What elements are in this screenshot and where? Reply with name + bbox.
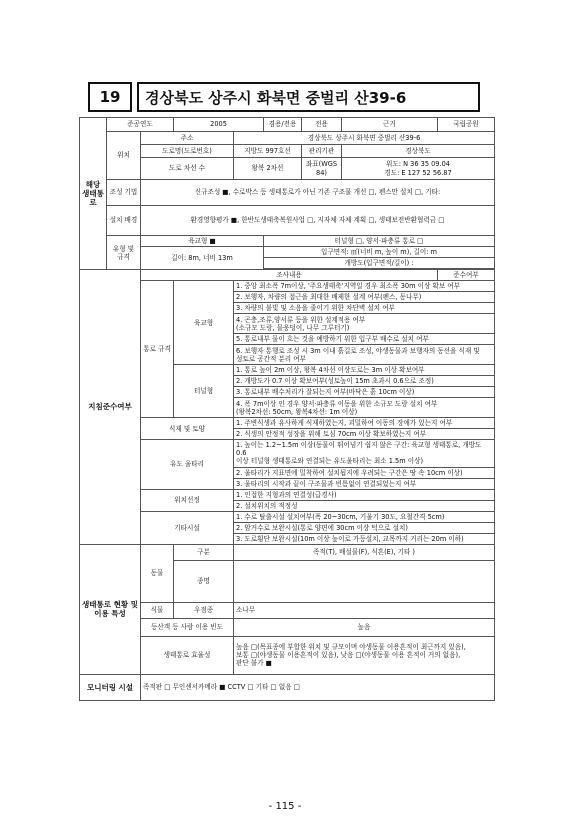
overpass-group-label: 육교형: [174, 281, 234, 365]
position-label: 위치선정: [141, 489, 234, 511]
efficiency-label: 생태통로 효율성: [141, 636, 234, 674]
compliance-row: 1. 수로 탈출시설 설치여부(폭 20~30cm, 기울기 30도, 요철간격 5cm): [234, 511, 495, 522]
compliance-row: 1. 통로 높이 2m 이상, 왕복 4차선 이상도로는 3m 이상 확보여부: [234, 365, 495, 376]
compliance-row: 3. 통로내부 배수처리가 잘되는지 여부(바닥은 흙 10cm 이상): [234, 387, 495, 398]
location-label: 위치: [107, 132, 141, 180]
method-label: 조성 기법: [107, 180, 141, 206]
compliance-row: 3. 차량의 불빛 및 소음을 줄이기 위한 차단벽 설치 여부: [234, 303, 495, 314]
reason-label: 설치 배경: [107, 206, 141, 236]
road-label: 도로명(도로번호): [141, 145, 234, 158]
overpass-label: 육교형 ■: [141, 236, 264, 247]
efficiency-line: 판단 불가 ■: [236, 659, 272, 668]
compliance-row: 3. 도로횡단 보완시설(10m 이상 높이로 가등설치, 교목까지 거리는 20m 이하): [234, 533, 495, 544]
compliance-row: 4. 폭 7m이상 인 경우 양서·파충류 이동을 위한 소규모 도랑 설치 여부 (왕복2차선: 50cm, 왕복4차선: 1m 이상): [234, 398, 495, 418]
coord-label: 좌표(WGS 84): [302, 158, 342, 180]
monitoring-label: 모니터링 시설: [80, 674, 141, 700]
lanes-label: 도로 차선 수: [141, 158, 234, 180]
manager: 경상북도: [342, 145, 495, 158]
address-label: 주소: [141, 132, 234, 145]
road: 지방도 997호선: [234, 145, 302, 158]
compliance-row: 2. 식생의 안정적 성장을 위해 토심 70cm 이상 확보하였는지 여부: [234, 429, 495, 440]
vicinity: 국립공원: [438, 118, 495, 132]
eco-corridor-table: [79, 117, 495, 701]
compliance-row: 6. 보행자 통행로 조성 시 3m 이내 흙길로 조성, 야생동물과 보행자의 동선을 식재 및 성토로 공간적 분리 여부: [234, 345, 495, 365]
compliance-row: 4. 곤충,조류,양서류 등을 위한 설계적용 여부 (소규모 도랑, 물웅덩이, 나무 그루터기): [234, 314, 495, 334]
planting-label: 식재 및 토양: [141, 418, 234, 440]
compliance-row: 2. 울타리가 지표면에 밀착하여 설치됩지에 우려되는 구간은 땅 속 10cm 이상): [234, 467, 495, 478]
common-label: 통로 규격: [141, 281, 174, 418]
compliance-header-status: 준수여부: [438, 270, 495, 281]
plant-label: 식물: [141, 602, 174, 618]
human-use-value: 높음: [234, 618, 495, 636]
compliance-row: 1. 높이는 1.2~1.5m 이상(동물이 뛰어넘기 쉽지 않은 구간: 육교형 생태통로, 개방도 0.6 이상 터널형 생태통로와 연결되는 유도울타리는 최소 1.5m 이상): [234, 440, 495, 467]
animal-col-text: 족적(T), 배설물(F), 식흔(E), 기타 ): [234, 544, 495, 560]
address: 경상북도 상주시 화북면 중벌리 산39-6: [234, 132, 495, 145]
latitude: 위도: N 36 35 09.04: [386, 160, 450, 169]
animal-label: 동물: [141, 544, 174, 602]
page-number: - 115 -: [268, 801, 302, 812]
type-label: 유형 및 규격: [107, 236, 141, 270]
guide-fence-label: 유도 울타리: [141, 440, 234, 489]
plant-species-label: 우점종: [174, 602, 234, 618]
category: 전용: [302, 118, 342, 132]
other-facility-label: 기타시설: [141, 511, 234, 544]
site-number: 19: [88, 82, 132, 112]
tunnel-dims: 입구면적: ㎡(너비 m, 높이 m), 길이: m: [264, 247, 495, 258]
compliance-row: 2. 암거수로 보완시설(통로 양편에 30cm 이상 턱으로 설치): [234, 522, 495, 533]
human-use-label: 등산객 등 사람 이용 빈도: [141, 618, 234, 636]
efficiency-line: 보통 □(야생동물 이용흔적이 있음), 낮음 □(야생동물 이용 흔적이 거의 없음),: [236, 651, 461, 660]
plant-species: 소나무: [234, 602, 495, 618]
compliance-row: 2. 개방도가 0.7 이상 확보여부(성토높이 15m 초과시 0.6으로 조정): [234, 376, 495, 387]
openness: 개방도(입구면적/길이) :: [264, 258, 495, 269]
compliance-row: 1. 중앙 최소폭 7m이상, '주요생태축'지역일 경우 최소폭 30m 이상 확보 여부: [234, 281, 495, 292]
compliance-row: 1. 주변식생과 유사하게 식재하였는지, 괴밀하여 이동의 장애가 있는지 여부: [234, 418, 495, 429]
section-compliance-label: 지침준수여부: [80, 270, 141, 545]
coordinates: [342, 158, 495, 180]
efficiency-line: 높음 □(목표종에 부합한 위치 및 규모이며 야생동물 이용흔적이 최근까지 있음),: [236, 643, 466, 652]
category-label: 겸용/전용: [264, 118, 302, 132]
section-usage-label: 생태통로 현황 및 이용 특성: [80, 544, 141, 674]
compliance-row: 2. 설치위치의 적정성: [234, 500, 495, 511]
monitoring-text: 족적판 □ 무인센서카메라 ■ CCTV □ 기타 □ 없음 □: [141, 674, 495, 700]
lanes: 왕복 2차선: [234, 158, 302, 180]
tunnel-label: 터널형 □, 양서·파충류 통로 □: [264, 236, 495, 247]
reason-text: 환경영향평가 ■, 한반도생태축복원사업 □, 지자체 자체 계획 □, 생태보전반환협력금 □: [141, 206, 495, 236]
site-location-title: 경상북도 상주시 화북면 중벌리 산39-6: [137, 82, 480, 112]
built-year-label: 준공연도: [107, 118, 174, 132]
page-title-block: [88, 82, 480, 112]
compliance-header-label: 조사내용: [141, 270, 438, 281]
tunnel-group-label: 터널형: [174, 365, 234, 418]
vicinity-label: 근거: [342, 118, 438, 132]
efficiency-text: [234, 636, 495, 674]
compliance-row: 3. 울타리의 시작과 끝이 구조물과 빈틈없이 연결되었는지 여부: [234, 478, 495, 489]
section-general-label: 해당 생태통로: [80, 118, 107, 270]
manager-label: 관리기관: [302, 145, 342, 158]
compliance-row: 2. 보행자, 차량의 접근을 최대한 배제한 설계 여부(펜스, 동나무): [234, 292, 495, 303]
compliance-row: 5. 통로내부 물이 흐는 것을 예방하기 위한 입구부 배수로 설치 여부: [234, 334, 495, 345]
species-label: 종명: [174, 560, 234, 602]
method-text: 신규조성 ■, 수로박스 등 생태통로가 아닌 기존 구조물 개선 □, 펜스만 설치 □, 기타:: [141, 180, 495, 206]
overpass-size: 길이: 8m, 너비 13m: [141, 247, 264, 270]
built-year: 2005: [174, 118, 264, 132]
compliance-row: 1. 인접한 지형과의 연결성(급경사): [234, 489, 495, 500]
species-values: [234, 560, 495, 602]
longitude: 경도: E 127 52 56.87: [384, 168, 452, 177]
animal-col-label: 구분: [174, 544, 234, 560]
